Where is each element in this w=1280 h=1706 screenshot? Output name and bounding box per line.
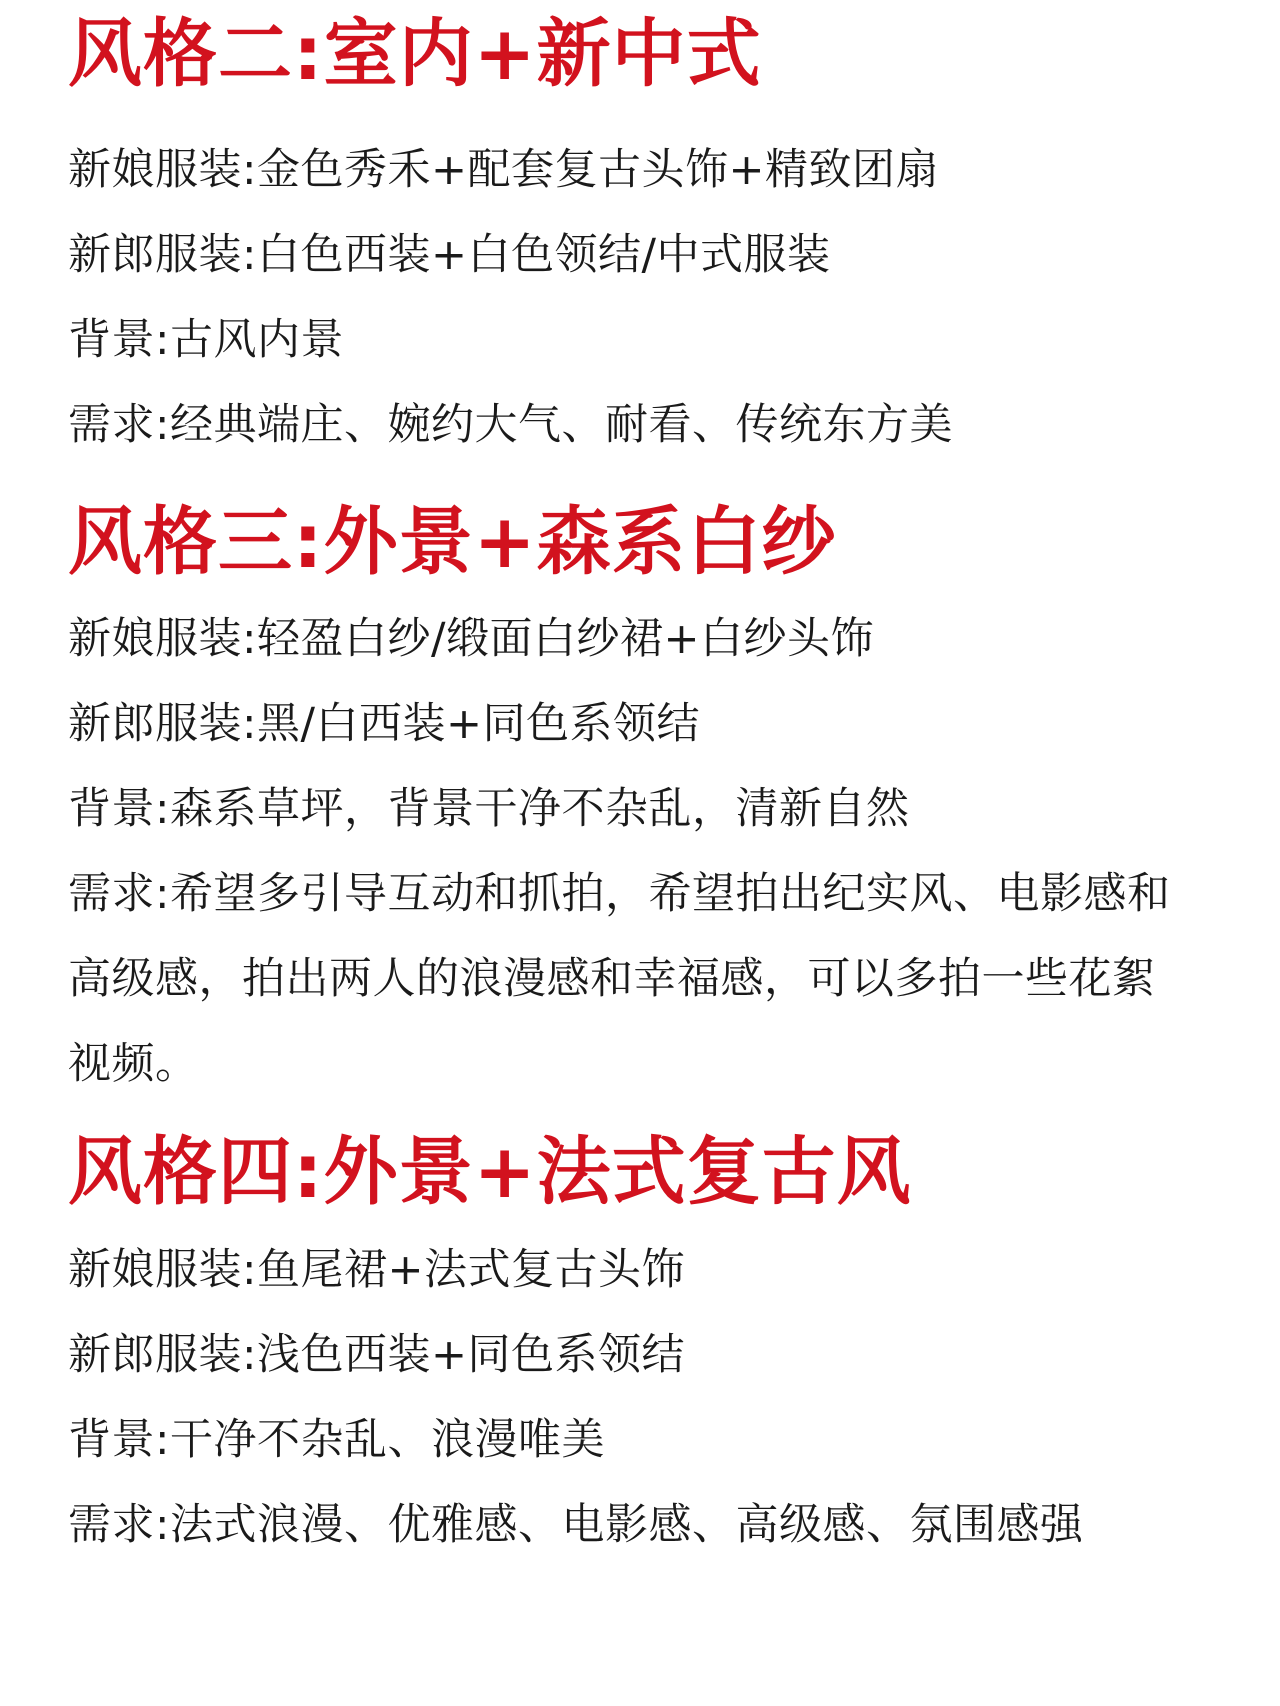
groom-attire-style-3: 新郎服装:黑/白西装+同色系领结 xyxy=(68,699,701,749)
section-heading-style-4: 风格四:外景+法式复古风 xyxy=(68,1129,912,1215)
requirements-style-3-line-3: 视频。 xyxy=(68,1039,199,1089)
requirements-style-4: 需求:法式浪漫、优雅感、电影感、高级感、氛围感强 xyxy=(68,1500,1084,1550)
groom-attire-style-2: 新郎服装:白色西装+白色领结/中式服装 xyxy=(68,230,831,280)
bride-attire-style-4: 新娘服装:鱼尾裙+法式复古头饰 xyxy=(68,1245,686,1295)
background-style-2: 背景:古风内景 xyxy=(68,315,344,365)
bride-attire-style-3: 新娘服装:轻盈白纱/缎面白纱裙+白纱头饰 xyxy=(68,614,875,664)
background-style-3: 背景:森系草坪，背景干净不杂乱，清新自然 xyxy=(68,784,910,834)
requirements-style-2: 需求:经典端庄、婉约大气、耐看、传统东方美 xyxy=(68,400,953,450)
section-heading-style-2: 风格二:室内+新中式 xyxy=(68,11,762,97)
groom-attire-style-4: 新郎服装:浅色西装+同色系领结 xyxy=(68,1330,686,1380)
bride-attire-style-2: 新娘服装:金色秀禾+配套复古头饰+精致团扇 xyxy=(68,145,940,195)
requirements-style-3-line-2: 高级感，拍出两人的浪漫感和幸福感，可以多拍一些花絮 xyxy=(68,954,1156,1004)
background-style-4: 背景:干净不杂乱、浪漫唯美 xyxy=(68,1415,605,1465)
requirements-style-3-line-1: 需求:希望多引导互动和抓拍，希望拍出纪实风、电影感和 xyxy=(68,869,1171,919)
section-heading-style-3: 风格三:外景+森系白纱 xyxy=(68,499,837,585)
